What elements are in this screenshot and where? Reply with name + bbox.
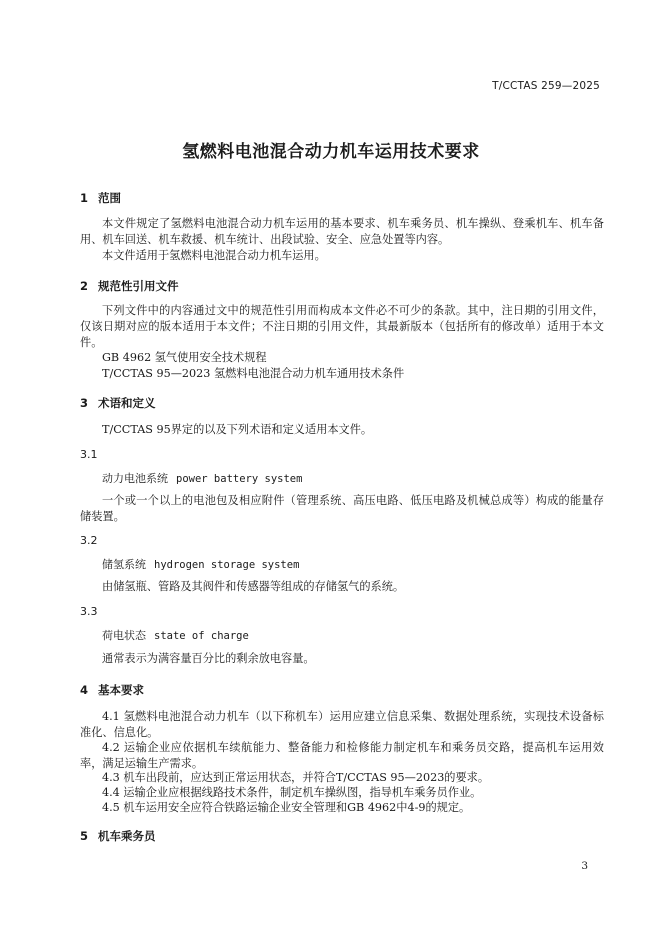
requirement-4-4: 4.4 运输企业应根据线路技术条件，制定机车操纵图，指导机车乘务员作业。 — [102, 786, 482, 799]
requirement-4-1: 4.1 氢燃料电池混合动力机车（以下称机车）运用应建立信息采集、数据处理系统，实现技术设备标准化、信息化。 — [80, 710, 604, 739]
section-number: 3 — [80, 396, 89, 410]
section-number: 2 — [80, 279, 89, 293]
term-english: hydrogen storage system — [154, 559, 300, 571]
section-3-intro: T/CCTAS 95界定的以及下列术语和定义适用本文件。 — [102, 423, 373, 436]
term-3-definition: 通常表示为满容量百分比的剩余放电容量。 — [102, 652, 315, 665]
term-1-definition: 一个或一个以上的电池包及相应附件（管理系统、高压电路、低压电路及机械总成等）构成的能量存储装置。 — [80, 494, 604, 523]
requirement-4-3: 4.3 机车出段前，应达到正常运用状态，并符合T/CCTAS 95—2023的要求。 — [102, 771, 490, 784]
term-1-number: 3.1 — [80, 448, 98, 461]
section-title: 规范性引用文件 — [98, 279, 179, 293]
term-2 — [102, 556, 299, 572]
term-2-definition: 由储氢瓶、管路及其阀件和传感器等组成的存储氢气的系统。 — [102, 580, 405, 593]
section-2-heading — [80, 278, 179, 294]
term-3-number: 3.3 — [80, 605, 98, 618]
section-2-paragraph-1: 下列文件中的内容通过文中的规范性引用而构成本文件必不可少的条款。其中，注日期的引用文件，仅该日期对应的版本适用于本文件；不注日期的引用文件，其最新版本（包括所有的修改单）适用于本文件。 — [80, 304, 604, 349]
requirement-4-5: 4.5 机车运用安全应符合铁路运输企业安全管理和GB 4962中4-9的规定。 — [102, 801, 471, 814]
section-number: 4 — [80, 683, 89, 697]
term-chinese: 储氢系统 — [102, 558, 146, 571]
term-3 — [102, 627, 249, 643]
requirement-4-2: 4.2 运输企业应依据机车续航能力、整备能力和检修能力制定机车和乘务员交路，提高机车运用效率，满足运输生产需求。 — [80, 741, 604, 770]
term-chinese: 动力电池系统 — [102, 472, 168, 485]
term-chinese: 荷电状态 — [102, 629, 146, 642]
normative-reference-2: T/CCTAS 95—2023 氢燃料电池混合动力机车通用技术条件 — [102, 367, 405, 380]
section-1-paragraph-2: 本文件适用于氢燃料电池混合动力机车运用。 — [102, 249, 326, 262]
section-number: 5 — [80, 829, 89, 843]
term-2-number: 3.2 — [80, 534, 98, 547]
term-english: state of charge — [154, 630, 249, 642]
section-1-heading — [80, 190, 121, 206]
section-4-heading — [80, 682, 144, 698]
section-title: 机车乘务员 — [98, 829, 156, 843]
term-english: power battery system — [176, 473, 303, 485]
section-title: 基本要求 — [98, 683, 144, 697]
section-5-heading — [80, 828, 156, 844]
section-title: 范围 — [98, 191, 121, 205]
standard-code: T/CCTAS 259—2025 — [492, 80, 600, 92]
section-3-heading — [80, 395, 156, 411]
page-number: 3 — [581, 860, 588, 872]
document-title: 氢燃料电池混合动力机车运用技术要求 — [182, 142, 480, 162]
section-title: 术语和定义 — [98, 396, 156, 410]
section-number: 1 — [80, 191, 89, 205]
term-1 — [102, 470, 302, 486]
normative-reference-1: GB 4962 氢气使用安全技术规程 — [102, 351, 267, 364]
section-1-paragraph-1: 本文件规定了氢燃料电池混合动力机车运用的基本要求、机车乘务员、机车操纵、登乘机车、机车备用、机车回送、机车救援、机车统计、出段试验、安全、应急处置等内容。 — [80, 217, 604, 246]
